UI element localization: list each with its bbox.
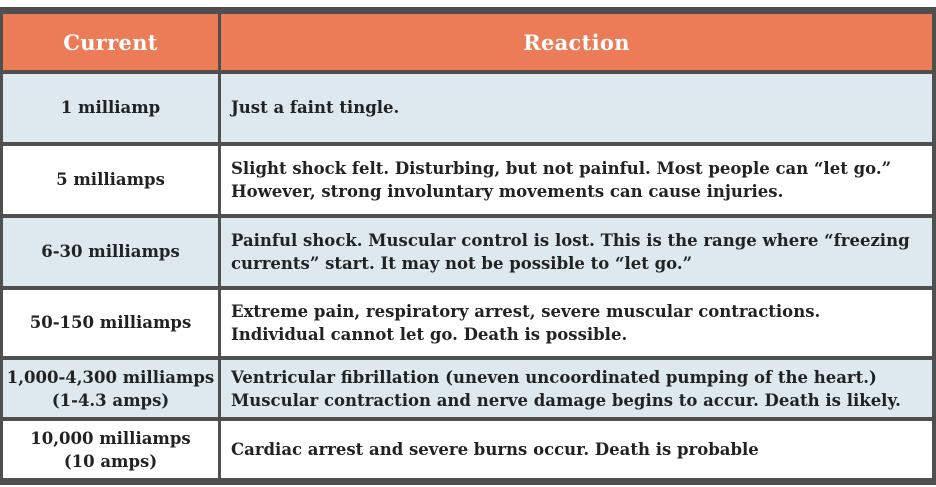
current-text: 10,000 milliamps [30, 428, 191, 448]
reaction-cell [221, 421, 932, 478]
current-text: (1-4.3 amps) [51, 390, 170, 410]
reaction-cell [221, 360, 932, 418]
current-cell [3, 290, 221, 356]
current-text: 6-30 milliamps [41, 242, 180, 262]
reaction-cell [221, 74, 932, 142]
reaction-cell [221, 146, 932, 214]
reaction-text: currents” start. It may not be possible to “let go.” [231, 253, 693, 273]
current-text: 50-150 milliamps [29, 313, 192, 333]
current-cell [3, 421, 221, 478]
current-cell [3, 218, 221, 286]
electric-shock-table [3, 10, 932, 482]
header-row [3, 14, 932, 70]
reaction-text: Extreme pain, respiratory arrest, severe muscular contractions. [231, 301, 821, 321]
reaction-text: Just a faint tingle. [231, 98, 400, 118]
reaction-text: Muscular contraction and nerve damage begins to accur. Death is likely. [231, 390, 901, 410]
current-text: 5 milliamps [56, 170, 165, 190]
current-cell [3, 360, 221, 418]
column-header-current: Current [3, 14, 221, 70]
current-text: 1,000-4,300 milliamps [6, 367, 215, 387]
table-row [3, 290, 932, 356]
reaction-cell [221, 218, 932, 286]
table-row [3, 421, 932, 478]
current-text: (10 amps) [63, 451, 158, 471]
reaction-text: However, strong involuntary movements can cause injuries. [231, 181, 784, 201]
current-text: 1 milliamp [60, 98, 161, 118]
table-frame [0, 7, 936, 485]
table-row [3, 218, 932, 286]
reaction-text: Slight shock felt. Disturbing, but not painful. Most people can “let go.” [231, 158, 892, 178]
current-cell [3, 74, 221, 142]
reaction-cell [221, 290, 932, 356]
table-row [3, 146, 932, 214]
reaction-text: Cardiac arrest and severe burns occur. Death is probable [231, 440, 759, 460]
table-row [3, 360, 932, 418]
table-row [3, 74, 932, 142]
column-header-reaction: Reaction [221, 14, 932, 70]
current-cell [3, 146, 221, 214]
reaction-text: Ventricular fibrillation (uneven uncoordinated pumping of the heart.) [231, 367, 877, 387]
reaction-text: Painful shock. Muscular control is lost. This is the range where “freezing [231, 230, 910, 250]
reaction-text: Individual cannot let go. Death is possible. [231, 324, 628, 344]
